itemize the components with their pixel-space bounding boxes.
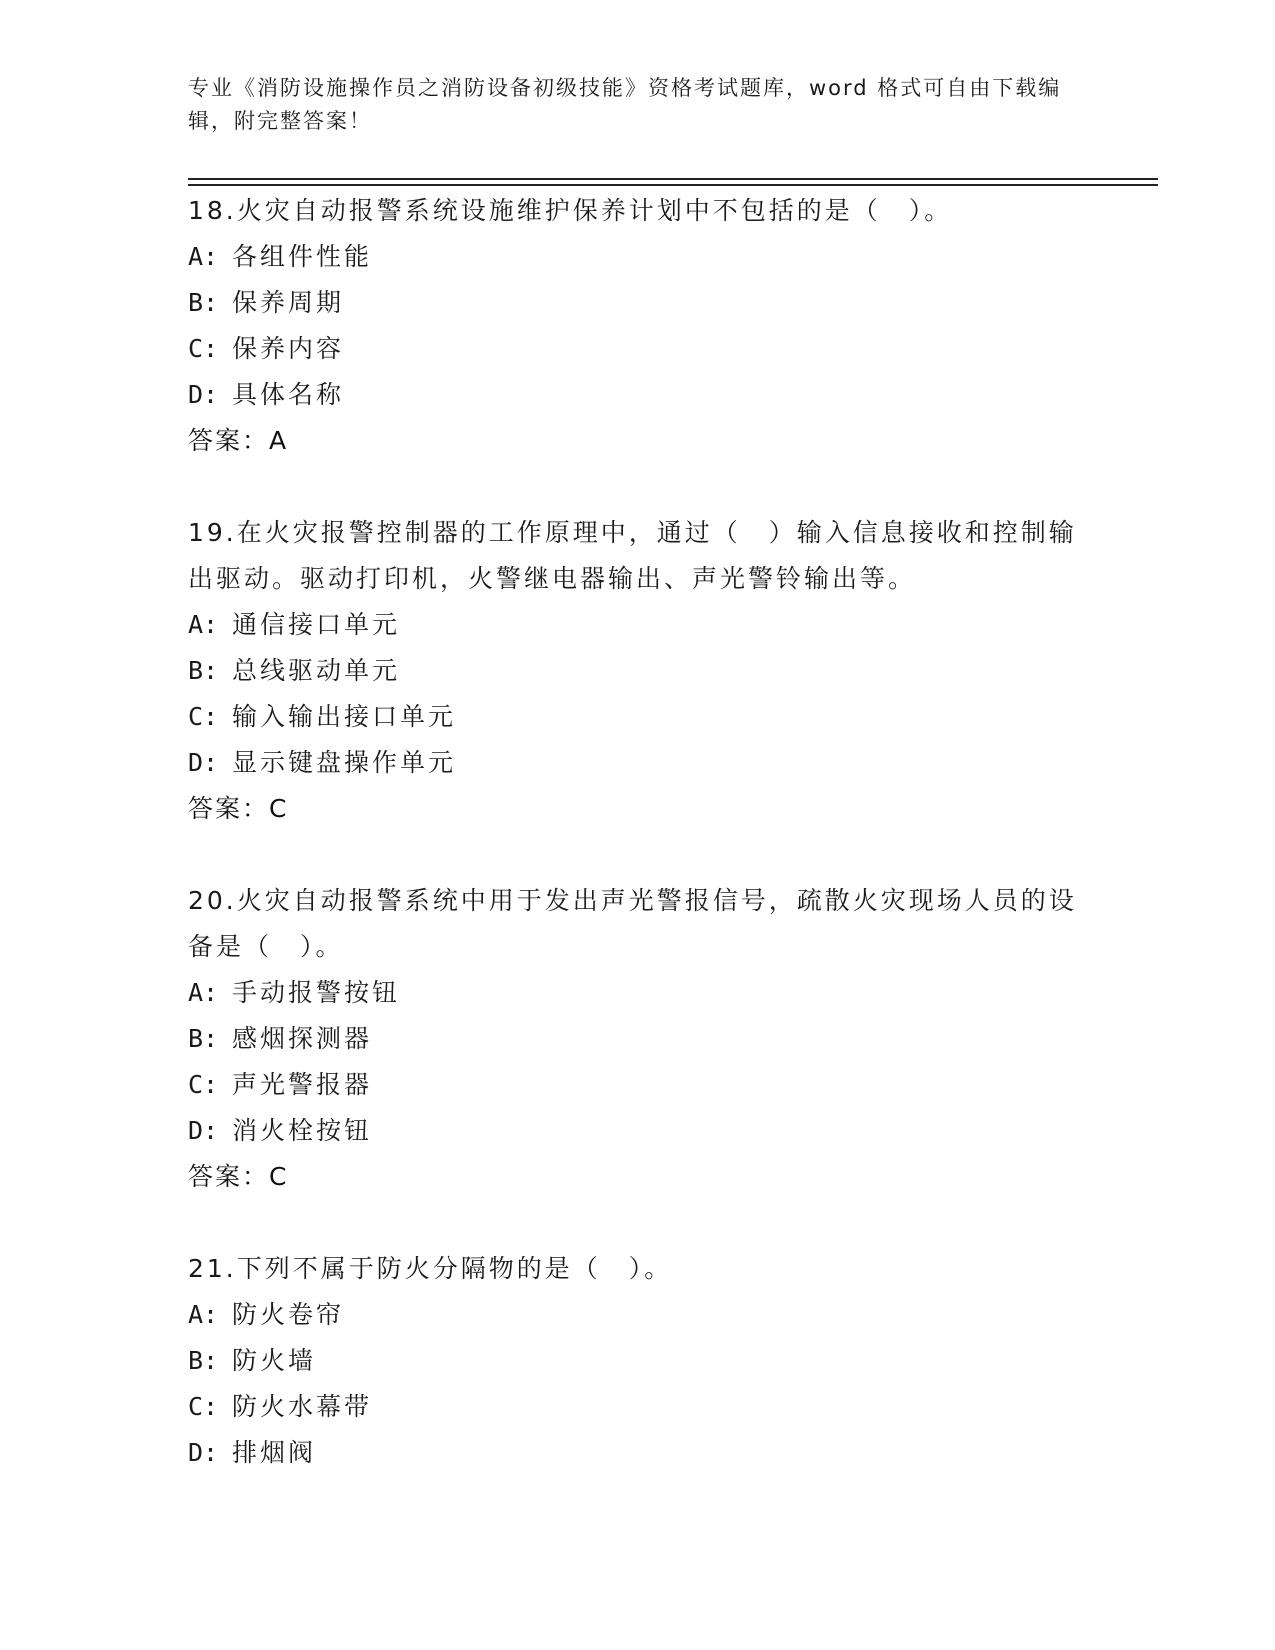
option-text: 输入输出接口单元 <box>232 702 457 731</box>
header-divider-bottom <box>188 184 1158 186</box>
question-stem: 18.火灾自动报警系统设施维护保养计划中不包括的是（ ）。 <box>188 196 953 225</box>
option-key: B: <box>188 1024 219 1053</box>
question-19 <box>188 510 1088 832</box>
option-text: 保养周期 <box>232 288 345 317</box>
option-text: 通信接口单元 <box>232 610 401 639</box>
option-a <box>188 1292 1088 1338</box>
option-text: 保养内容 <box>232 334 345 363</box>
option-key: C: <box>188 334 219 363</box>
option-key: C: <box>188 1392 219 1421</box>
option-b <box>188 280 1088 326</box>
option-key: C: <box>188 1070 219 1099</box>
answer-line: 答案：A <box>188 426 289 455</box>
option-key: D: <box>188 1116 219 1145</box>
option-d <box>188 740 1088 786</box>
question-20 <box>188 878 1088 1200</box>
header-divider-top <box>188 178 1158 180</box>
option-text: 消火栓按钮 <box>232 1116 373 1145</box>
option-key: A: <box>188 610 219 639</box>
option-key: D: <box>188 748 219 777</box>
option-d <box>188 1108 1088 1154</box>
option-c <box>188 1384 1088 1430</box>
option-text: 感烟探测器 <box>232 1024 373 1053</box>
option-c <box>188 326 1088 372</box>
option-key: A: <box>188 1300 219 1329</box>
question-stem: 19.在火灾报警控制器的工作原理中，通过（ ）输入信息接收和控制输出驱动。驱动打印机，火警继电器输出、声光警铃输出等。 <box>188 518 1077 593</box>
option-c <box>188 694 1088 740</box>
option-key: D: <box>188 1438 219 1467</box>
option-text: 声光警报器 <box>232 1070 373 1099</box>
option-c <box>188 1062 1088 1108</box>
option-text: 各组件性能 <box>232 242 373 271</box>
option-text: 防火水幕带 <box>232 1392 373 1421</box>
option-b <box>188 1016 1088 1062</box>
option-text: 手动报警按钮 <box>232 978 401 1007</box>
option-text: 防火卷帘 <box>232 1300 345 1329</box>
question-18 <box>188 188 1088 464</box>
option-a <box>188 970 1088 1016</box>
option-key: B: <box>188 288 219 317</box>
option-d <box>188 372 1088 418</box>
option-key: D: <box>188 380 219 409</box>
option-text: 排烟阀 <box>232 1438 317 1467</box>
option-text: 显示键盘操作单元 <box>232 748 457 777</box>
option-b <box>188 648 1088 694</box>
option-key: A: <box>188 242 219 271</box>
question-stem: 21.下列不属于防火分隔物的是（ ）。 <box>188 1254 673 1283</box>
answer-line: 答案：C <box>188 1162 289 1191</box>
option-a <box>188 234 1088 280</box>
option-text: 防火墙 <box>232 1346 317 1375</box>
option-text: 总线驱动单元 <box>232 656 401 685</box>
question-21 <box>188 1246 1088 1476</box>
document-intro: 专业《消防设施操作员之消防设备初级技能》资格考试题库，word 格式可自由下载编辑，附完整答案！ <box>188 76 1062 133</box>
option-b <box>188 1338 1088 1384</box>
question-stem: 20.火灾自动报警系统中用于发出声光警报信号，疏散火灾现场人员的设备是（ ）。 <box>188 886 1077 961</box>
option-key: B: <box>188 656 219 685</box>
option-key: A: <box>188 978 219 1007</box>
option-key: B: <box>188 1346 219 1375</box>
answer-line: 答案：C <box>188 794 289 823</box>
option-text: 具体名称 <box>232 380 345 409</box>
option-a <box>188 602 1088 648</box>
option-d <box>188 1430 1088 1476</box>
question-list <box>188 188 1088 1522</box>
option-key: C: <box>188 702 219 731</box>
